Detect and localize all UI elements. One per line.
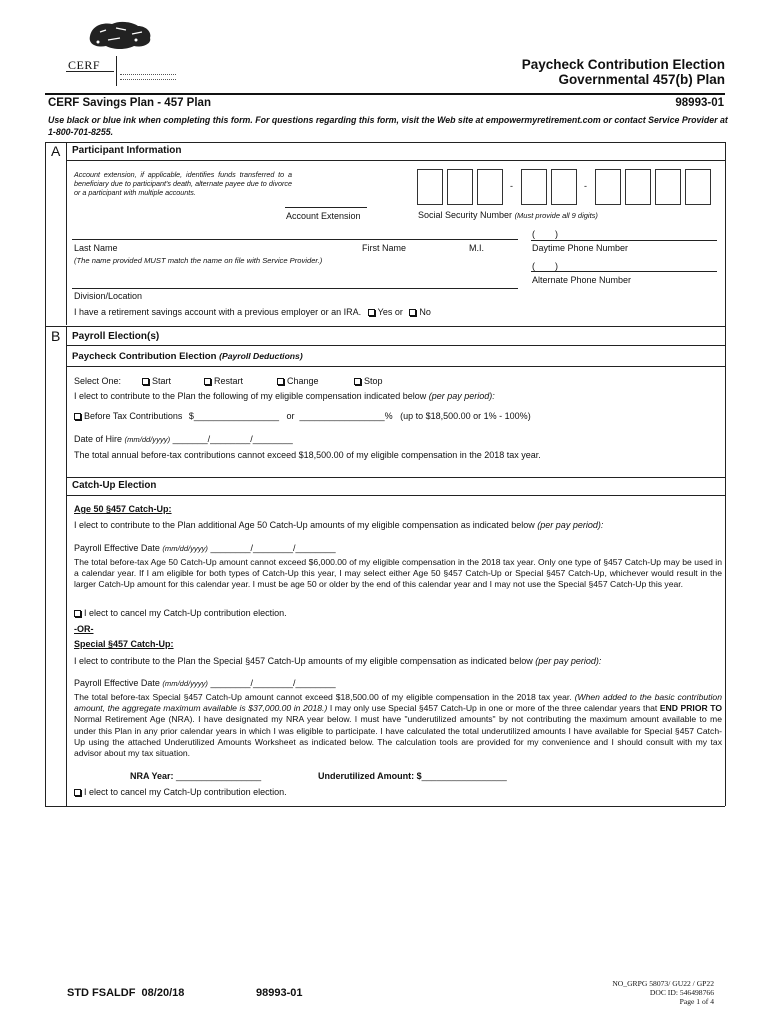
division-input[interactable] xyxy=(72,275,518,288)
special-heading: Special §457 Catch-Up: xyxy=(74,639,174,649)
age50-elect: I elect to contribute to the Plan additional Age 50 Catch-Up amounts of my eligible compensation as indicated below xyxy=(74,520,535,530)
account-extension-note: Account extension, if applicable, identifies funds transferred to a beneficiary due to participant's death, alternate payee due to divorce or a participant with multiple accounts. xyxy=(74,170,292,197)
account-extension-label: Account Extension xyxy=(286,211,361,221)
form-title-line1: Paycheck Contribution Election xyxy=(521,57,725,72)
section-b-letter: B xyxy=(51,328,61,344)
age50-cancel-label: I elect to cancel my Catch-Up contribution election. xyxy=(84,608,287,618)
special-per-pay: (per pay period): xyxy=(535,656,602,666)
date-of-hire-input[interactable]: _______/________/________ xyxy=(172,434,293,444)
yes-checkbox[interactable] xyxy=(368,309,375,316)
footer-right-line3: Page 1 of 4 xyxy=(679,997,714,1006)
special-effective-date-input[interactable]: ________/________/________ xyxy=(210,678,336,688)
elect-text: I elect to contribute to the Plan the following of my eligible compensation indicated below xyxy=(74,391,427,401)
ssn-field[interactable]: - - xyxy=(417,169,717,207)
age50-date-format: (mm/dd/yyyy) xyxy=(162,544,208,553)
alt-phone-label: Alternate Phone Number xyxy=(532,275,632,285)
special-cancel-label: I elect to cancel my Catch-Up contribution election. xyxy=(84,787,287,797)
paycheck-title-sub: (Payroll Deductions) xyxy=(219,351,303,361)
instructions: Use black or blue ink when completing this form. For questions regarding this form, visit the Web site at empowermyretirement.com or contact Service Provider at 1-800-701-8255. xyxy=(48,115,728,137)
date-of-hire-format: (mm/dd/yyyy) xyxy=(124,435,171,444)
catchup-title: Catch-Up Election xyxy=(72,480,157,491)
last-name-label: Last Name xyxy=(74,243,118,253)
no-checkbox[interactable] xyxy=(409,309,416,316)
stop-checkbox[interactable] xyxy=(354,378,361,385)
yes-label: Yes or xyxy=(377,307,403,317)
before-tax-label: Before Tax Contributions xyxy=(84,411,183,421)
age50-per-pay: (per pay period): xyxy=(537,520,604,530)
before-tax-amount-input[interactable]: $_________________ or _________________% (up to $18,500.00 or 1% - 100%) xyxy=(188,411,531,421)
ssn-label: Social Security Number xyxy=(418,210,513,220)
alt-phone-paren: ( ) xyxy=(532,261,558,271)
annual-limit-text: The total annual before-tax contributions cannot exceed $18,500.00 of my eligible compensation in the 2018 tax year. xyxy=(74,450,541,460)
name-input[interactable] xyxy=(72,225,518,239)
logo-emblem-icon xyxy=(86,18,156,52)
division-label: Division/Location xyxy=(74,291,143,301)
special-cancel-checkbox[interactable] xyxy=(74,789,81,796)
daytime-phone-paren: ( ) xyxy=(532,229,558,239)
name-note: (The name provided MUST match the name on file with Service Provider.) xyxy=(74,256,323,265)
restart-label: Restart xyxy=(214,376,244,386)
special-p3: Normal Retirement Age (NRA). I have designated my NRA year below. I must have "underutilized amounts" by not contributing the maximum amount available to me under this Plan in any prior calendar years in which I was eligible to participate. I have calculated the total underutilized amounts I have available for Special §457 Catch-Up using the attached Underutilized Amounts Worksheet as indicated below. The calculation tools are provided for my convenience and I should consult with my tax advisor about my tax situation. xyxy=(74,714,722,759)
age50-cancel-checkbox[interactable] xyxy=(74,610,81,617)
or-label: -OR- xyxy=(74,624,94,634)
elect-italic: (per pay period): xyxy=(428,391,495,401)
start-checkbox[interactable] xyxy=(142,378,149,385)
change-label: Change xyxy=(287,376,319,386)
date-of-hire-label: Date of Hire xyxy=(74,434,123,444)
special-p2: I may only use Special §457 Catch-Up in one or more of the three calendar years that xyxy=(329,703,658,714)
special-p1: The total before-tax Special §457 Catch-Up amount cannot exceed $18,500.00 of my eligible compensation in the 2018 tax year. xyxy=(74,692,572,702)
nra-year-input[interactable]: _________________ xyxy=(176,771,262,781)
footer-center: 98993-01 xyxy=(256,987,303,999)
special-p1-italic: (When added to the basic contribution amount, the aggregate maximum available is $37,000.00 in 2018.) xyxy=(74,692,722,714)
daytime-phone-label: Daytime Phone Number xyxy=(532,243,629,253)
age50-effective-label: Payroll Effective Date xyxy=(74,543,160,553)
age50-effective-date-input[interactable]: ________/________/________ xyxy=(210,543,336,553)
form-title-line2: Governmental 457(b) Plan xyxy=(558,72,725,87)
footer-right-line2: DOC ID: 546498766 xyxy=(649,988,714,997)
underutilized-label: Underutilized Amount: $ xyxy=(318,771,422,781)
special-paragraph xyxy=(74,692,722,759)
plan-name: CERF Savings Plan - 457 Plan xyxy=(48,97,211,109)
daytime-phone-input[interactable] xyxy=(531,226,717,240)
before-tax-checkbox[interactable] xyxy=(74,413,81,420)
form-number: 98993-01 xyxy=(675,97,724,109)
age50-paragraph: The total before-tax Age 50 Catch-Up amount cannot exceed $6,000.00 of my eligible compensation in the 2018 tax year. Only one type of §457 Catch-Up may be used in a calendar year. If I am eligible for both types of Catch-Up this year, I may select either Age 50 §457 Catch-Up or Special §457 Catch-Up, whichever would result in the larger Catch-Up amount for this calendar year. I must be age 50 or older by the end of this calendar year and I may not use the Special §457 Catch-Up this year. xyxy=(74,557,722,590)
footer-right-line1: NO_GRPG 58073/ GU22 / GP22 xyxy=(612,979,714,988)
paycheck-title: Paycheck Contribution Election xyxy=(72,351,217,362)
no-label: No xyxy=(419,307,431,317)
section-a-letter: A xyxy=(51,143,61,159)
first-name-label: First Name xyxy=(362,243,407,253)
retirement-question: I have a retirement savings account with a previous employer or an IRA. xyxy=(74,307,362,317)
start-label: Start xyxy=(152,376,172,386)
special-effective-label: Payroll Effective Date xyxy=(74,678,160,688)
special-date-format: (mm/dd/yyyy) xyxy=(162,679,208,688)
special-bold: END PRIOR TO xyxy=(659,703,723,714)
footer-left: STD FSALDF 08/20/18 xyxy=(67,987,185,999)
mi-label: M.I. xyxy=(469,243,484,253)
account-extension-input[interactable] xyxy=(285,192,367,207)
ssn-note: (Must provide all 9 digits) xyxy=(514,211,598,220)
alt-phone-input[interactable] xyxy=(531,258,717,271)
section-a-title: Participant Information xyxy=(72,145,182,156)
change-checkbox[interactable] xyxy=(277,378,284,385)
age50-heading: Age 50 §457 Catch-Up: xyxy=(74,504,172,514)
special-elect: I elect to contribute to the Plan the Special §457 Catch-Up amounts of my eligible compensation as indicated below xyxy=(74,656,533,666)
underutilized-input[interactable]: _________________ xyxy=(421,771,507,781)
select-one-label: Select One: xyxy=(74,376,122,386)
restart-checkbox[interactable] xyxy=(204,378,211,385)
nra-year-label: NRA Year: xyxy=(130,771,174,781)
logo-text: CERF xyxy=(68,58,101,72)
stop-label: Stop xyxy=(364,376,383,386)
section-b-title: Payroll Election(s) xyxy=(72,331,160,342)
cerf-logo xyxy=(66,18,181,90)
